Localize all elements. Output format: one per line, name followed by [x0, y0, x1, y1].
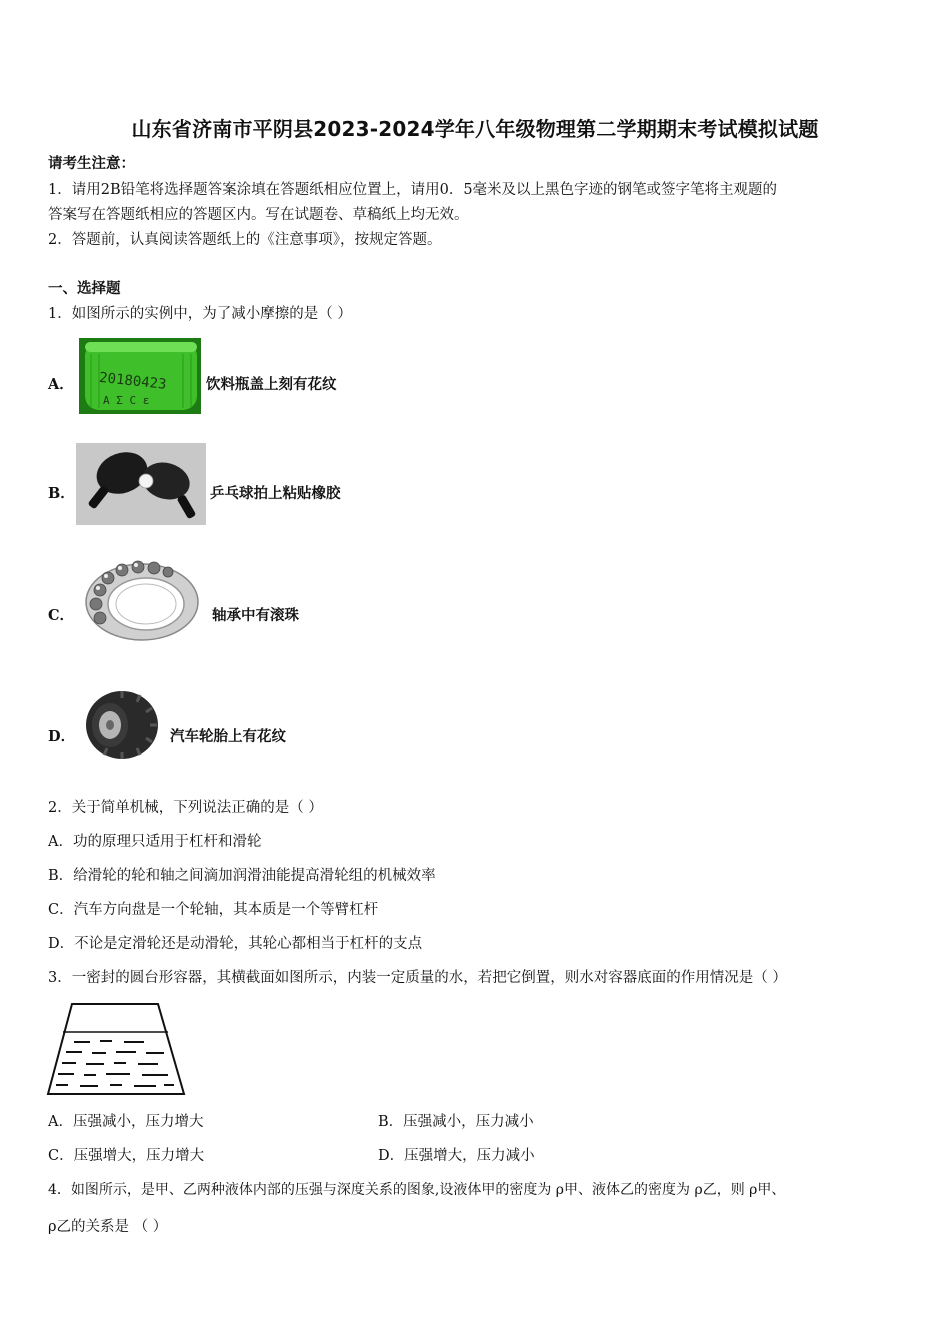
svg-text:A Σ C ε: A Σ C ε [103, 394, 150, 407]
q1-option-b-label: B． [48, 485, 75, 502]
exam-title: 山东省济南市平阴县2023-2024学年八年级物理第二学期期末考试模拟试题 [131, 117, 819, 141]
question-2-stem: 2．关于简单机械，下列说法正确的是（ ） [48, 800, 323, 816]
q1-option-d-label: D． [48, 728, 76, 745]
question-3-stem: 3．一密封的圆台形容器，其横截面如图所示，内装一定质量的水，若把它倒置，则水对容器底面的作用情况是（ ） [48, 970, 787, 986]
q1-option-a-label: A． [48, 376, 74, 393]
car-tire-image [80, 688, 160, 762]
q3-option-a: A．压强减小，压力增大 [48, 1114, 204, 1130]
q3-option-c: C．压强增大，压力增大 [48, 1148, 205, 1164]
notice-heading: 请考生注意： [48, 155, 135, 172]
question-4-stem-line-1: 4．如图所示，是甲、乙两种液体内部的压强与深度关系的图象,设液体甲的密度为 ρ甲、液体乙的密度为 ρ乙，则 ρ甲、 [48, 1182, 786, 1198]
q2-option-d: D．不论是定滑轮还是动滑轮，其轮心都相当于杠杆的支点 [48, 936, 423, 952]
q1-option-c-text: 轴承中有滚珠 [212, 607, 299, 624]
q1-option-a-text: 饮料瓶盖上刻有花纹 [206, 376, 337, 393]
bottle-cap-print: 20180423 [98, 369, 168, 393]
ping-pong-paddle-image [76, 443, 206, 525]
q1-option-d-text: 汽车轮胎上有花纹 [170, 728, 286, 745]
section-heading: 一、选择题 [48, 280, 121, 297]
question-1-stem: 1．如图所示的实例中，为了减小摩擦的是（ ） [48, 306, 352, 322]
notice-item-2: 2．答题前，认真阅读答题纸上的《注意事项》，按规定答题。 [48, 232, 442, 248]
question-4-stem-line-2: ρ乙的关系是 （ ） [48, 1219, 168, 1235]
bottle-cap-image [79, 338, 201, 414]
q1-option-b-text: 乒乓球拍上粘贴橡胶 [210, 485, 341, 502]
q2-option-c: C．汽车方向盘是一个轮轴，其本质是一个等臂杠杆 [48, 902, 379, 918]
notice-item-1-line-2: 答案写在答题纸相应的答题区内。写在试题卷、草稿纸上均无效。 [48, 207, 469, 223]
q3-option-b: B．压强减小，压力减小 [378, 1114, 534, 1130]
ball-bearing-image [78, 560, 202, 644]
frustum-container-diagram [46, 1002, 188, 1096]
q3-option-d: D．压强增大，压力减小 [378, 1148, 535, 1164]
q1-option-c-label: C． [48, 607, 75, 624]
q2-option-b: B．给滑轮的轮和轴之间滴加润滑油能提高滑轮组的机械效率 [48, 868, 436, 884]
q2-option-a: A．功的原理只适用于杠杆和滑轮 [48, 834, 262, 850]
notice-item-1-line-1: 1．请用2B铅笔将选择题答案涂填在答题纸相应位置上，请用0．5毫米及以上黑色字迹的钢笔或签字笔将主观题的 [48, 182, 778, 198]
